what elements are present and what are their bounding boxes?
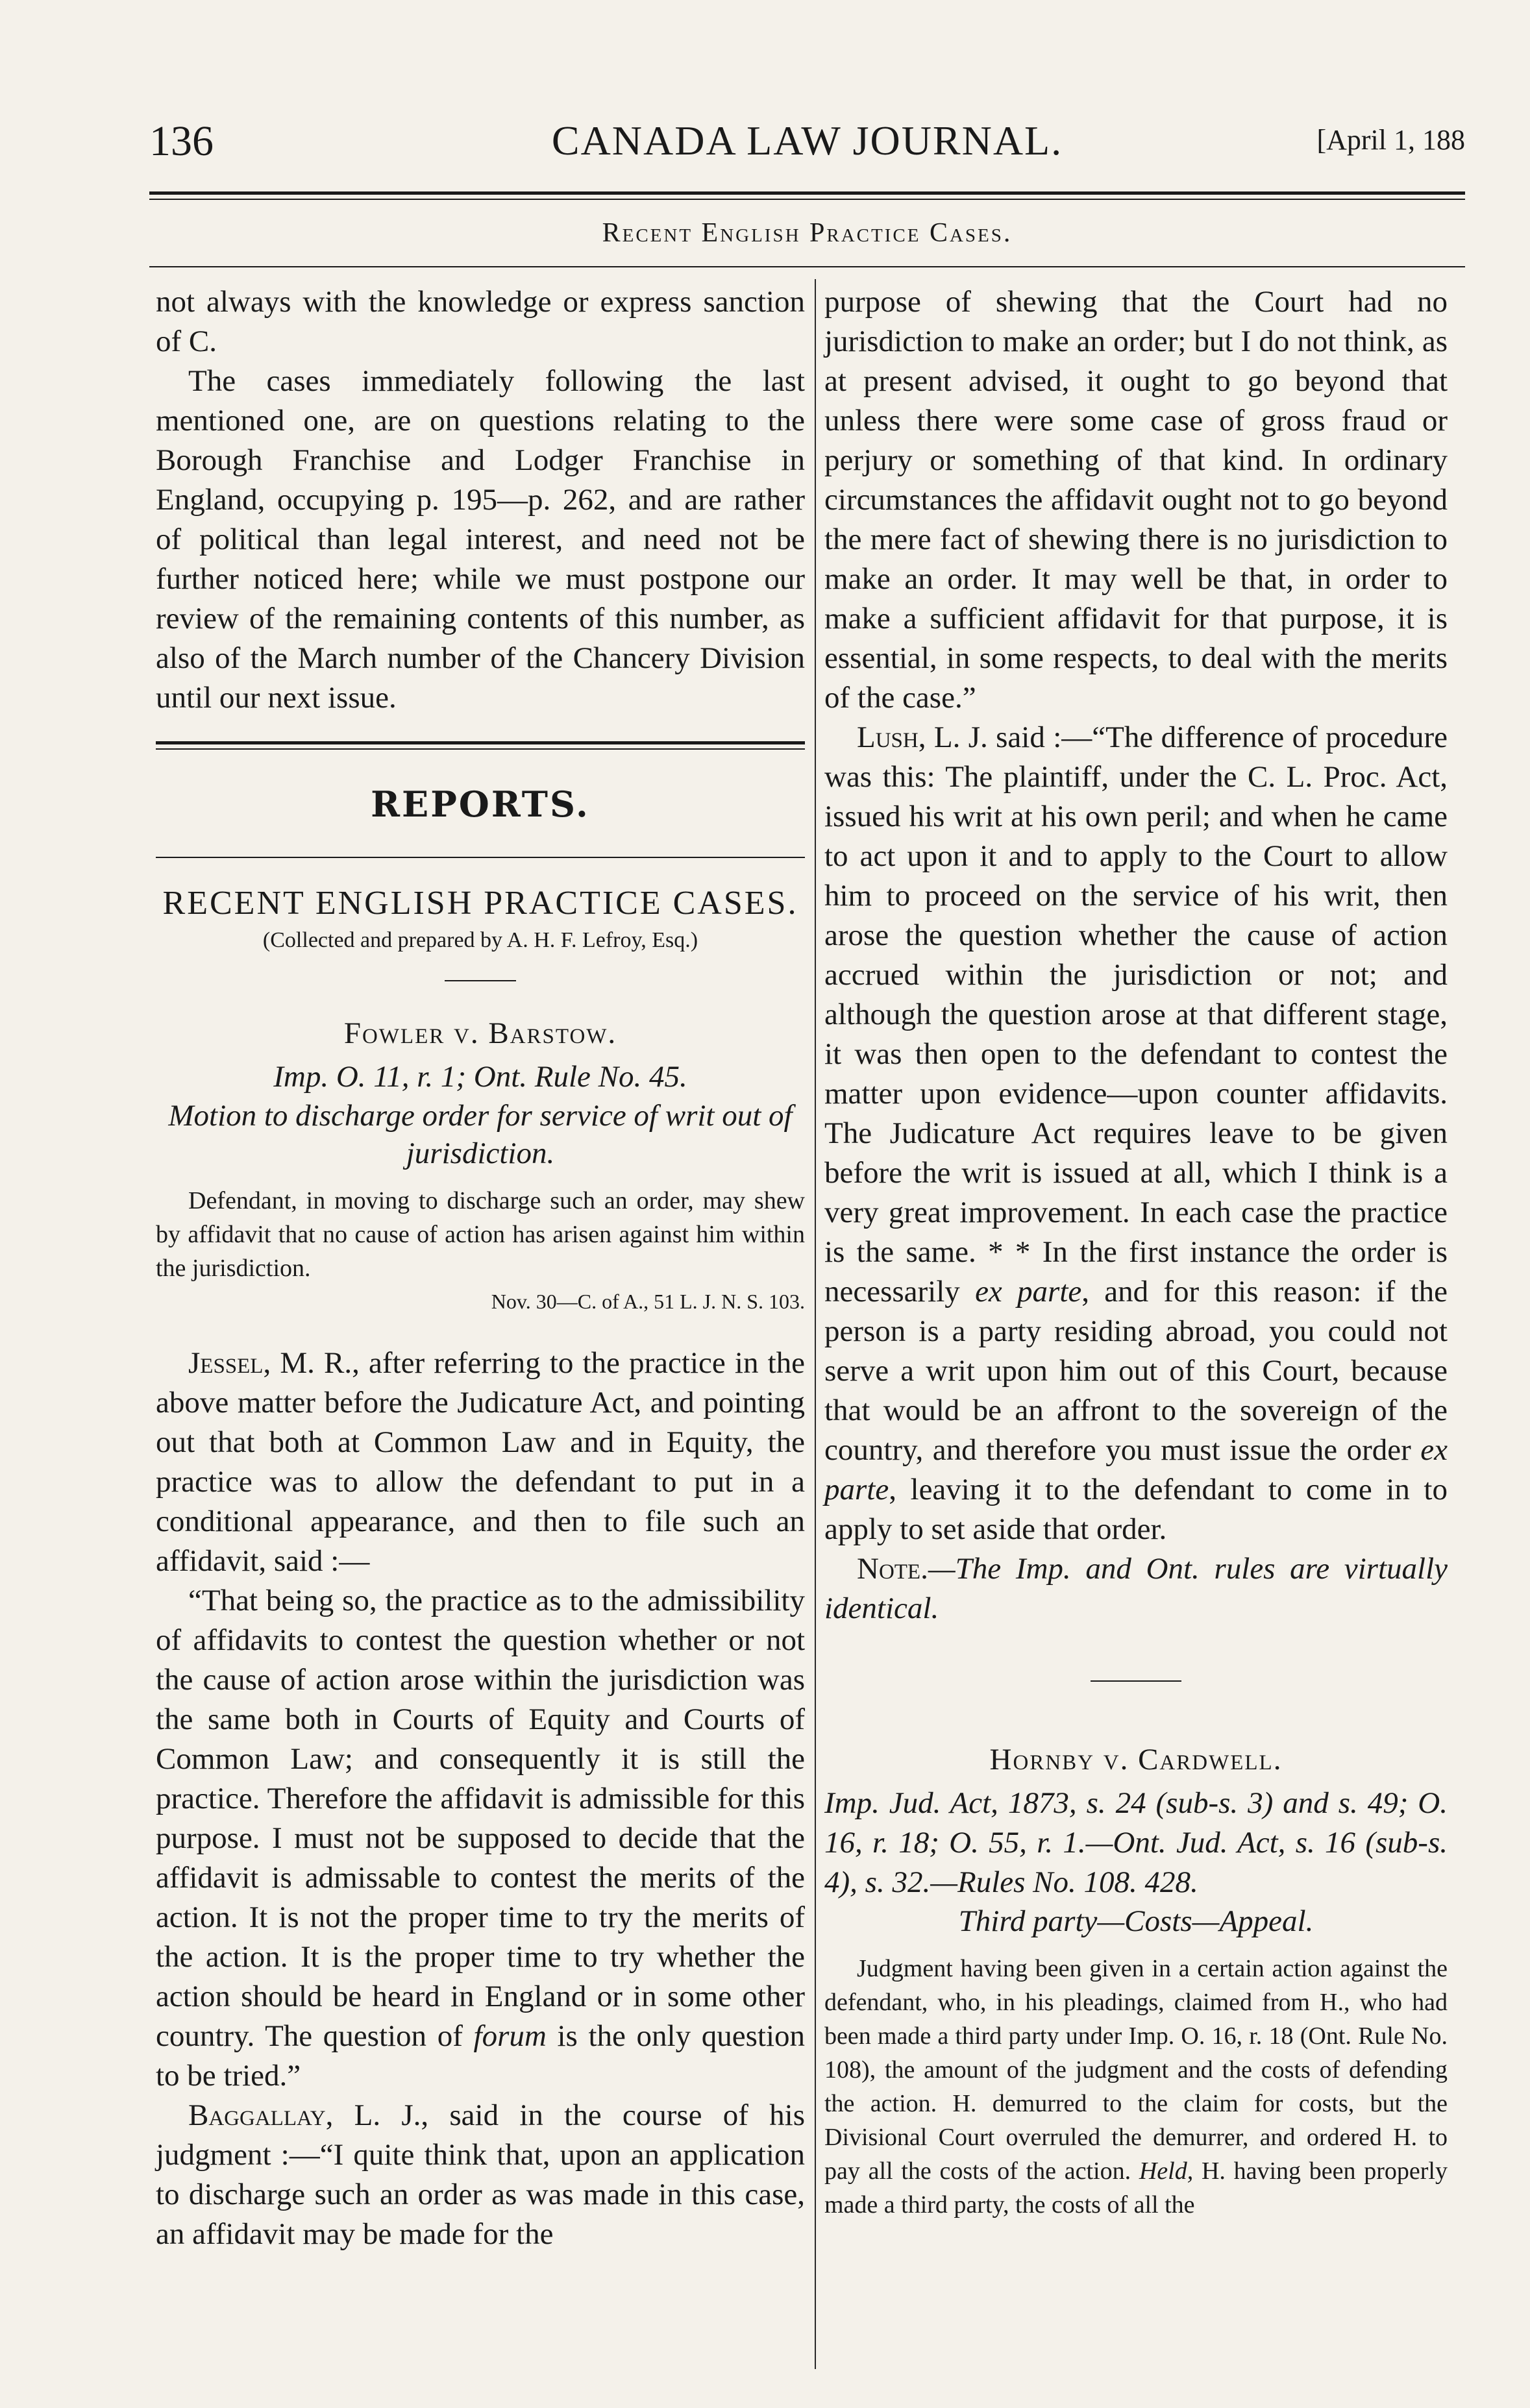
paragraph: purpose of shewing that the Court had no jurisdiction to make an order; but I do not think, as at present advised, it ought to go beyond that unless there were some case of gross fraud or perjury or something of that kind. In ordinary circumstances the affidavit ought not to go beyond the mere fact of shewing there is no jurisdiction to make an order. It may well be that, in order to make a sufficient affidavit for that purpose, it is essential, in some respects, to deal with the merits of the case.” (824, 285, 1448, 715)
collected-by: (Collected and prepared by A. H. F. Lefroy, Esq.) (262, 928, 698, 952)
paragraph-text: is the only question to be tried.” (156, 2019, 805, 2093)
issue-date: [April 1, 188 (1316, 124, 1465, 156)
judge-name: Jessel, M. R. (188, 1346, 352, 1380)
section-rule (156, 741, 805, 750)
separator (445, 980, 516, 981)
italic-term: forum (473, 2019, 547, 2053)
paragraph: The cases immediately following the last mentioned one, are on questions relating to the Borough Franchise and Lodger Franchise in England, occupying p. 195—p. 262, and are rather of political than legal interest, and need not be further noticed here; while we must postpone our review of the remaining contents of this number, as also of the March number of the Chancery Division until our next issue. (156, 364, 805, 715)
paragraph-text: , said in the course of his judgment :—“I quite think that, upon an application to discharge such an order as was made in this case, an affidavit may be made for the (156, 2098, 806, 2251)
headnote (824, 1952, 1448, 2222)
page-number: 136 (149, 117, 214, 165)
italic-term: ex parte (824, 1433, 1448, 1506)
paragraph-text: “That being so, the practice as to the admissibility of affidavits to contest the question whether or not the cause of action arose within the jurisdiction was the same both in Courts of Equity and Courts of Common Law; and consequently it is still the practice. Therefore the affidavit is admissible for this purpose. I must not be supposed to decide that the affidavit is admissable to contest the merits of the action. It is not the proper time to try the merits of the action. It is the proper time to try whether the action should be heard in England or in some other country. The question of (156, 1584, 805, 2053)
journal-title: CANADA LAW JOURNAL. (551, 117, 1063, 164)
paragraph (156, 2096, 805, 2254)
case-reference: Imp. Jud. Act, 1873, s. 24 (sub-s. 3) and s. 49; O. 16, r. 18; O. 55, r. 1.—Ont. Jud. Act, s. 16 (sub-s. 4), s. 32.—Rules No. 108. 428. (824, 1786, 1448, 1899)
judge-name: Baggallay, L. J. (188, 2098, 421, 2132)
case-reference: Imp. O. 11, r. 1; Ont. Rule No. 45. (273, 1060, 687, 1094)
separator (1091, 1680, 1181, 1682)
judge-name: Lush, L. J. (857, 720, 988, 754)
section-title: RECENT ENGLISH PRACTICE CASES. (162, 885, 798, 922)
paragraph-text: , leaving it to the defendant to come in to apply to set aside that order. (824, 1473, 1448, 1546)
paragraph (156, 1344, 805, 1581)
case-name: Hornby v. Cardwell. (989, 1743, 1283, 1776)
paragraph (824, 718, 1448, 1549)
case-citation: Nov. 30—C. of A., 51 L. J. N. S. 103. (491, 1290, 805, 1313)
note (824, 1549, 1448, 1628)
running-head-rule (149, 266, 1465, 267)
case-name: Fowler v. Barstow. (343, 1016, 617, 1050)
section-rule (156, 857, 805, 858)
page-header (149, 117, 1465, 201)
reports-heading: REPORTS. (371, 783, 590, 825)
paragraph (156, 1581, 805, 2096)
paragraph-text: , after referring to the practice in the above matter before the Judicature Act, and pointing out that both at Common Law and in Equity, the practice was to allow the defendant to put in a conditional appearance, and then to file such an affidavit, said :— (156, 1346, 805, 1578)
note-text: —The Imp. and Ont. rules are virtually identical. (824, 1552, 1448, 1625)
italic-term: ex parte (975, 1275, 1082, 1308)
right-column (824, 282, 1448, 2222)
running-head: Recent English Practice Cases. (602, 218, 1013, 248)
paragraph-text: said :—“The difference of procedure was this: The plaintiff, under the C. L. Proc. Act, issued his writ at his own peril; and when he came to act upon it and to apply to the Court to allow him to proceed on the service of his writ, then arose the question whether the cause of action accrued within the jurisdiction or not; and although the question arose at that different stage, it was then open to the defendant to contest the matter upon evidence—upon counter affidavits. The Judicature Act requires leave to be given before the writ is issued at all, which I think is a very great improvement. In each case the practice is the same. * * In the first instance the order is necessarily (824, 720, 1448, 1308)
note-label: Note. (857, 1552, 928, 1586)
header-rule (149, 191, 1465, 195)
paragraph: not always with the knowledge or express sanction of C. (156, 285, 805, 358)
case-topic: Motion to discharge order for service of writ out of jurisdiction. (168, 1099, 793, 1170)
headnote-text: Judgment having been given in a certain action against the defendant, who, in his pleadings, claimed from H., who had been made a third party under Imp. O. 16, r. 18 (Ont. Rule No. 108), the amount of the judgment and the costs of defending the action. H. demurred to the claim for costs, but the Divisional Court overruled the demurrer, and ordered H. to pay all the costs of the action. (824, 1955, 1448, 2185)
paragraph-text: , and for this reason: if the person is a party residing abroad, you could not serve a writ upon him out of this Court, because that would be an affront to the sovereign of the country, and therefore you must issue the order (824, 1275, 1448, 1467)
case-topic: Third party—Costs—Appeal. (958, 1904, 1314, 1938)
italic-term: Held, (1139, 2157, 1194, 2185)
column-divider (815, 279, 816, 2369)
headnote: Defendant, in moving to discharge such an order, may shew by affidavit that no cause of action has arisen against him within the jurisdiction. (156, 1187, 805, 1282)
headnote-text: H. having been properly made a third party, the costs of all the (824, 2157, 1448, 2218)
left-column (156, 282, 805, 2254)
header-rule-thin (149, 199, 1465, 200)
